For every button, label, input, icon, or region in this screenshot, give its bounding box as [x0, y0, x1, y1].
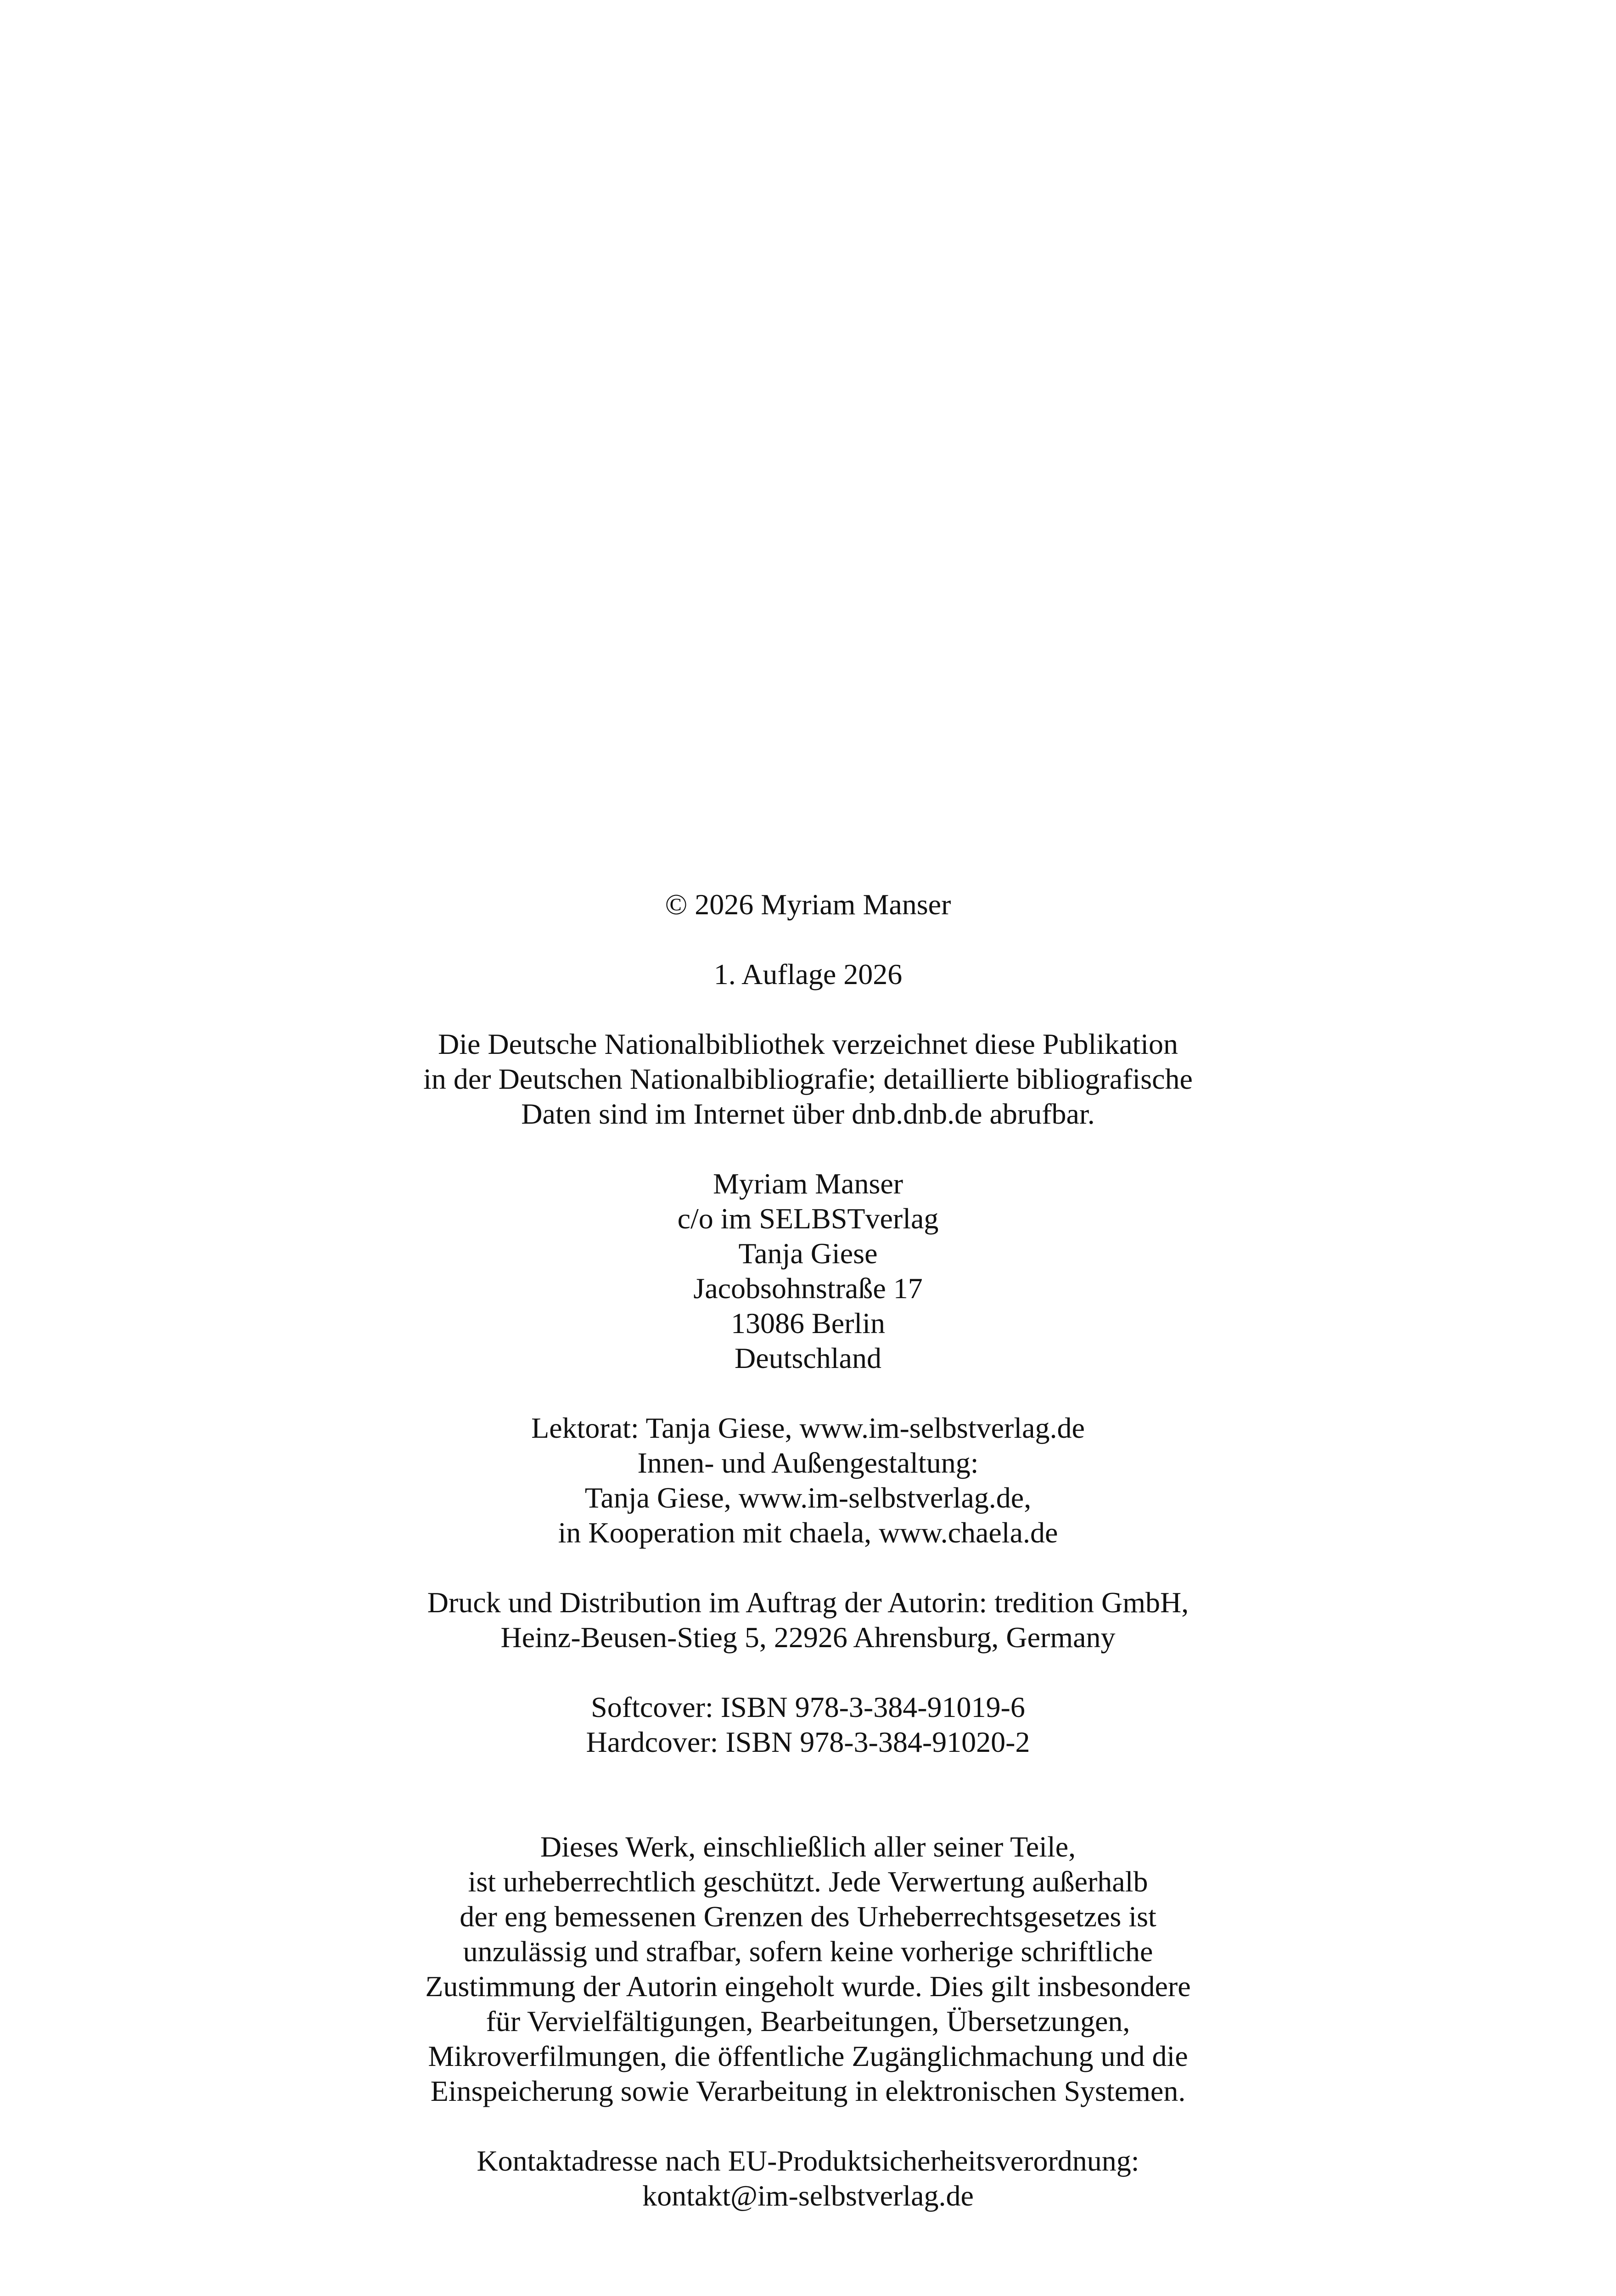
- dnb-notice-line: Daten sind im Internet über dnb.dnb.de abrufbar.: [521, 1097, 1095, 1130]
- credits-line: Tanja Giese, www.im-selbstverlag.de,: [584, 1481, 1032, 1514]
- rights-notice-line: für Vervielfältigungen, Bearbeitungen, Übersetzungen,: [486, 2005, 1130, 2037]
- rights-notice-line: ist urheberrechtlich geschützt. Jede Verwertung außerhalb: [468, 1865, 1148, 1898]
- contact-line: Kontaktadresse nach EU-Produktsicherheitsverordnung:: [477, 2144, 1139, 2177]
- dnb-notice-line: in der Deutschen Nationalbibliografie; detaillierte bibliografische: [423, 1063, 1193, 1095]
- isbn-line: Softcover: ISBN 978-3-384-91019-6: [591, 1691, 1025, 1723]
- address-line: Jacobsohnstraße 17: [693, 1272, 923, 1305]
- rights-notice-line: Mikroverfilmungen, die öffentliche Zugänglichmachung und die: [428, 2040, 1188, 2072]
- credits-line: in Kooperation mit chaela, www.chaela.de: [558, 1516, 1058, 1549]
- contact-email: kontakt@im-selbstverlag.de: [642, 2179, 974, 2212]
- isbn-block: [0, 1690, 1616, 1760]
- rights-notice-line: Dieses Werk, einschließlich aller seiner Teile,: [540, 1830, 1076, 1863]
- address-line: Myriam Manser: [713, 1167, 903, 1200]
- copyright-block: [0, 887, 1616, 922]
- contact-block: [0, 2144, 1616, 2213]
- author-address: [0, 1166, 1616, 1376]
- distribution: [0, 1585, 1616, 1655]
- distribution-line: Heinz-Beusen-Stieg 5, 22926 Ahrensburg, Germany: [500, 1621, 1116, 1654]
- rights-notice: [0, 1829, 1616, 2109]
- address-line: Tanja Giese: [738, 1237, 878, 1270]
- copyright-line: © 2026 Myriam Manser: [665, 888, 951, 921]
- credits-line: Innen- und Außengestaltung:: [637, 1446, 979, 1479]
- edition-line: 1. Auflage 2026: [713, 958, 903, 990]
- rights-notice-line: unzulässig und strafbar, sofern keine vorherige schriftliche: [463, 1935, 1153, 1968]
- credits: [0, 1411, 1616, 1550]
- isbn-line: Hardcover: ISBN 978-3-384-91020-2: [586, 1726, 1030, 1758]
- imprint-text: [0, 887, 1616, 2213]
- rights-notice-line: Zustimmung der Autorin eingeholt wurde. Dies gilt insbesondere: [425, 1970, 1191, 2003]
- address-line: Deutschland: [735, 1342, 881, 1374]
- dnb-notice-line: Die Deutsche Nationalbibliothek verzeichnet diese Publikation: [438, 1028, 1178, 1060]
- address-line: 13086 Berlin: [731, 1307, 885, 1339]
- credits-line: Lektorat: Tanja Giese, www.im-selbstverlag.de: [531, 1412, 1085, 1444]
- distribution-line: Druck und Distribution im Auftrag der Autorin: tredition GmbH,: [427, 1586, 1189, 1619]
- rights-notice-line: der eng bemessenen Grenzen des Urheberrechtsgesetzes ist: [460, 1900, 1156, 1933]
- dnb-notice: [0, 1027, 1616, 1131]
- rights-notice-line: Einspeicherung sowie Verarbeitung in elektronischen Systemen.: [430, 2075, 1186, 2107]
- address-line: c/o im SELBSTverlag: [677, 1202, 939, 1235]
- edition-block: [0, 957, 1616, 992]
